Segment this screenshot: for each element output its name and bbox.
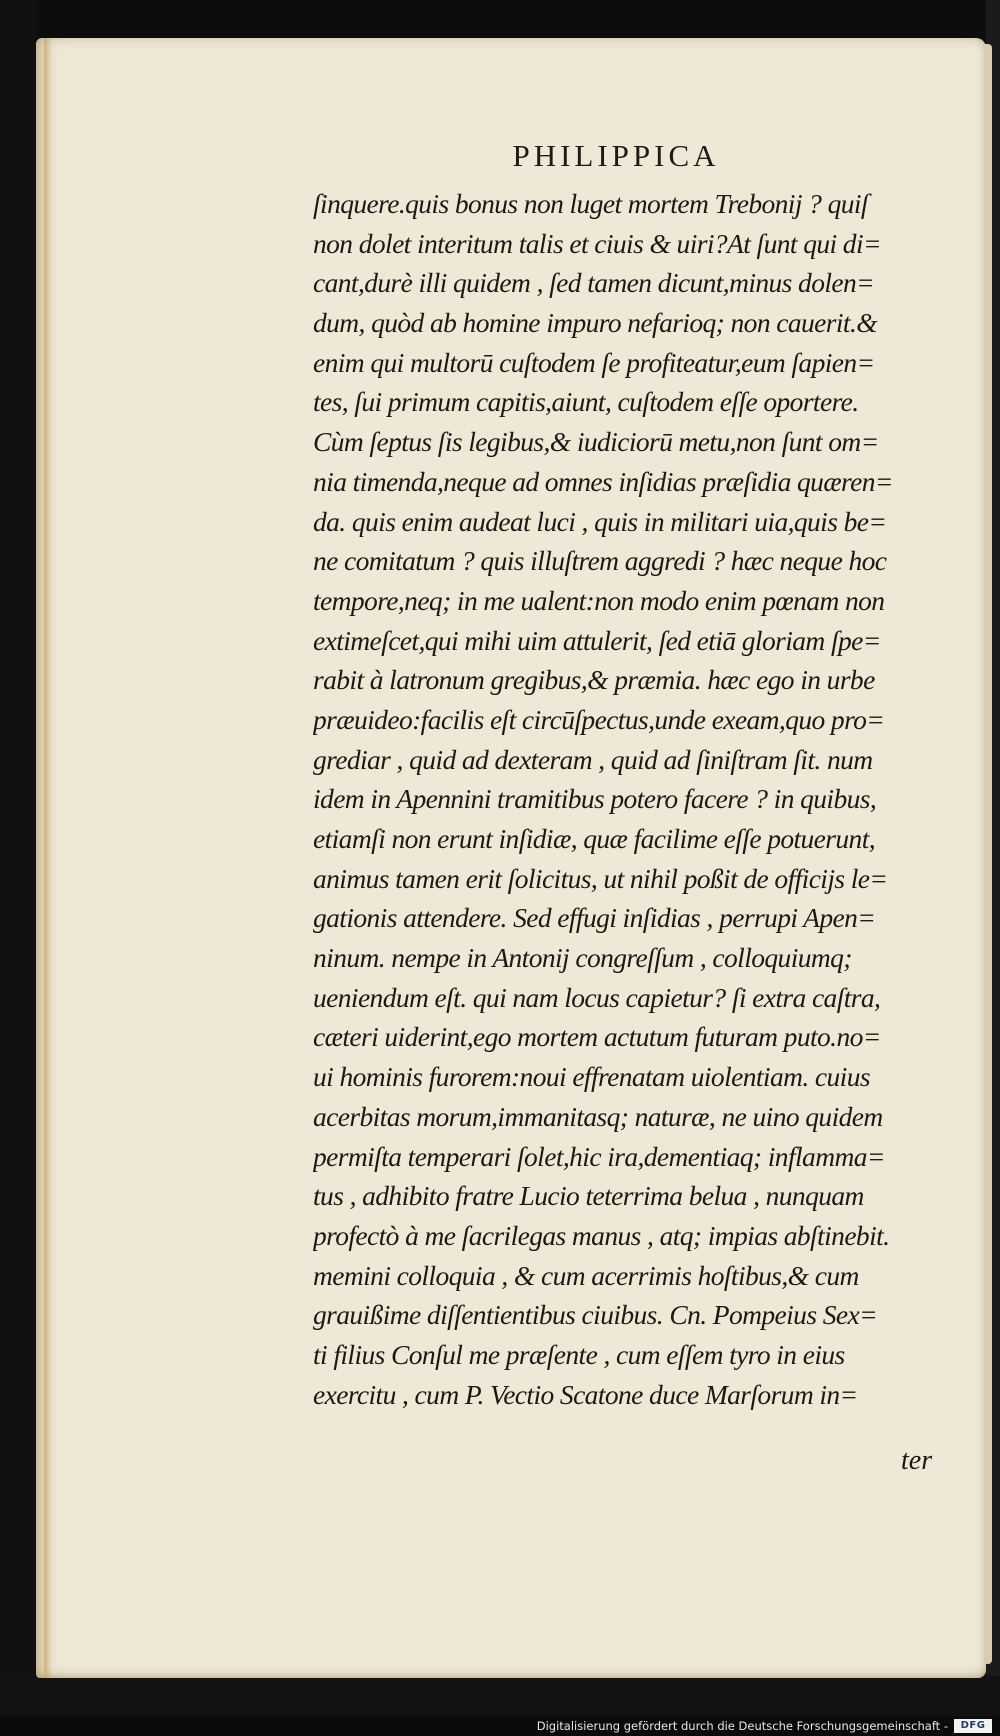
text-line: tes, ſui primum capitis,aiunt, cuſtodem eſſe oportere. xyxy=(313,386,859,418)
text-line: permiſta temperari ſolet,hic ira,dementiaq; inflamma= xyxy=(313,1140,885,1172)
text-line: grediar , quid ad dexteram , quid ad ſiniſtram ſit. num xyxy=(313,743,873,775)
text-block xyxy=(313,184,983,1414)
text-line: ui hominis furorem:noui effrenatam uiolentiam. cuius xyxy=(313,1061,870,1093)
text-line: idem in Apennini tramitibus potero facere ? in quibus, xyxy=(313,783,877,815)
text-line: grauißime diſſentientibus ciuibus. Cn. Pompeius Sex= xyxy=(313,1299,878,1331)
text-line: exercitu , cum P. Vectio Scatone duce Marſorum in= xyxy=(313,1378,858,1410)
footer-attribution-bar xyxy=(0,1716,1000,1736)
running-head: PHILIPPICA xyxy=(512,138,720,173)
text-line: memini colloquia , & cum acerrimis hoſtibus,& cum xyxy=(313,1259,859,1291)
text-line: animus tamen erit ſolicitus, ut nihil poßit de officijs le= xyxy=(313,862,888,894)
scan-background-left xyxy=(0,0,36,1736)
text-line: tempore,neq; in me ualent:non modo enim pœnam non xyxy=(313,584,885,616)
text-line: ſinquere.quis bonus non luget mortem Trebonij ? quiſ xyxy=(313,188,868,219)
text-line: ne comitatum ? quis illuſtrem aggredi ? hæc neque hoc xyxy=(313,545,887,577)
text-line: tus , adhibito fratre Lucio teterrima belua , nunquam xyxy=(313,1180,864,1212)
text-line: extimeſcet,qui mihi uim attulerit, ſed etiā gloriam ſpe= xyxy=(313,624,881,656)
book-page xyxy=(36,38,986,1678)
text-line: ti filius Conſul me præſente , cum eſſem tyro in eius xyxy=(313,1338,845,1370)
text-line: cant,durè illi quidem , ſed tamen dicunt,minus dolen= xyxy=(313,267,875,299)
text-line: præuideo:facilis eſt circūſpectus,unde exeam,quo pro= xyxy=(313,703,885,735)
text-line: non dolet interitum talis et ciuis & uiri?At ſunt qui di= xyxy=(313,227,881,259)
text-line: enim qui multorū cuſtodem ſe profiteatur,eum ſapien= xyxy=(313,346,875,378)
text-line: rabit à latronum gregibus,& præmia. hæc ego in urbe xyxy=(313,664,875,696)
text-line: da. quis enim audeat luci , quis in militari uia,quis be= xyxy=(313,505,887,537)
text-line: etiamſi non erunt inſidiæ, quæ facilime eſſe potuerunt, xyxy=(313,823,876,854)
catchword: ter xyxy=(901,1445,933,1476)
page-edge xyxy=(984,44,992,1664)
text-line: profectò à me ſacrilegas manus , atq; impias abſtinebit. xyxy=(313,1219,890,1251)
footer-attribution-text: Digitalisierung gefördert durch die Deutsche Forschungsgemeinschaft - xyxy=(536,1719,948,1733)
dfg-logo: DFG xyxy=(954,1719,992,1733)
text-line: nia timenda,neque ad omnes inſidias præſidia quæren= xyxy=(313,465,893,497)
text-line: Cùm ſeptus ſis legibus,& iudiciorū metu,non ſunt om= xyxy=(313,426,879,458)
text-line: dum, quòd ab homine impuro nefarioq; non cauerit.& xyxy=(313,307,878,339)
text-line: ueniendum eſt. qui nam locus capietur? ſi extra caſtra, xyxy=(313,981,881,1013)
text-line: acerbitas morum,immanitasq; naturæ, ne uino quidem xyxy=(313,1100,883,1132)
text-line: cæteri uiderint,ego mortem actutum futuram puto.no= xyxy=(313,1021,881,1053)
text-line: ninum. nempe in Antonij congreſſum , colloquiumq; xyxy=(313,942,852,974)
text-line: gationis attendere. Sed effugi inſidias , perrupi Apen= xyxy=(313,902,876,934)
